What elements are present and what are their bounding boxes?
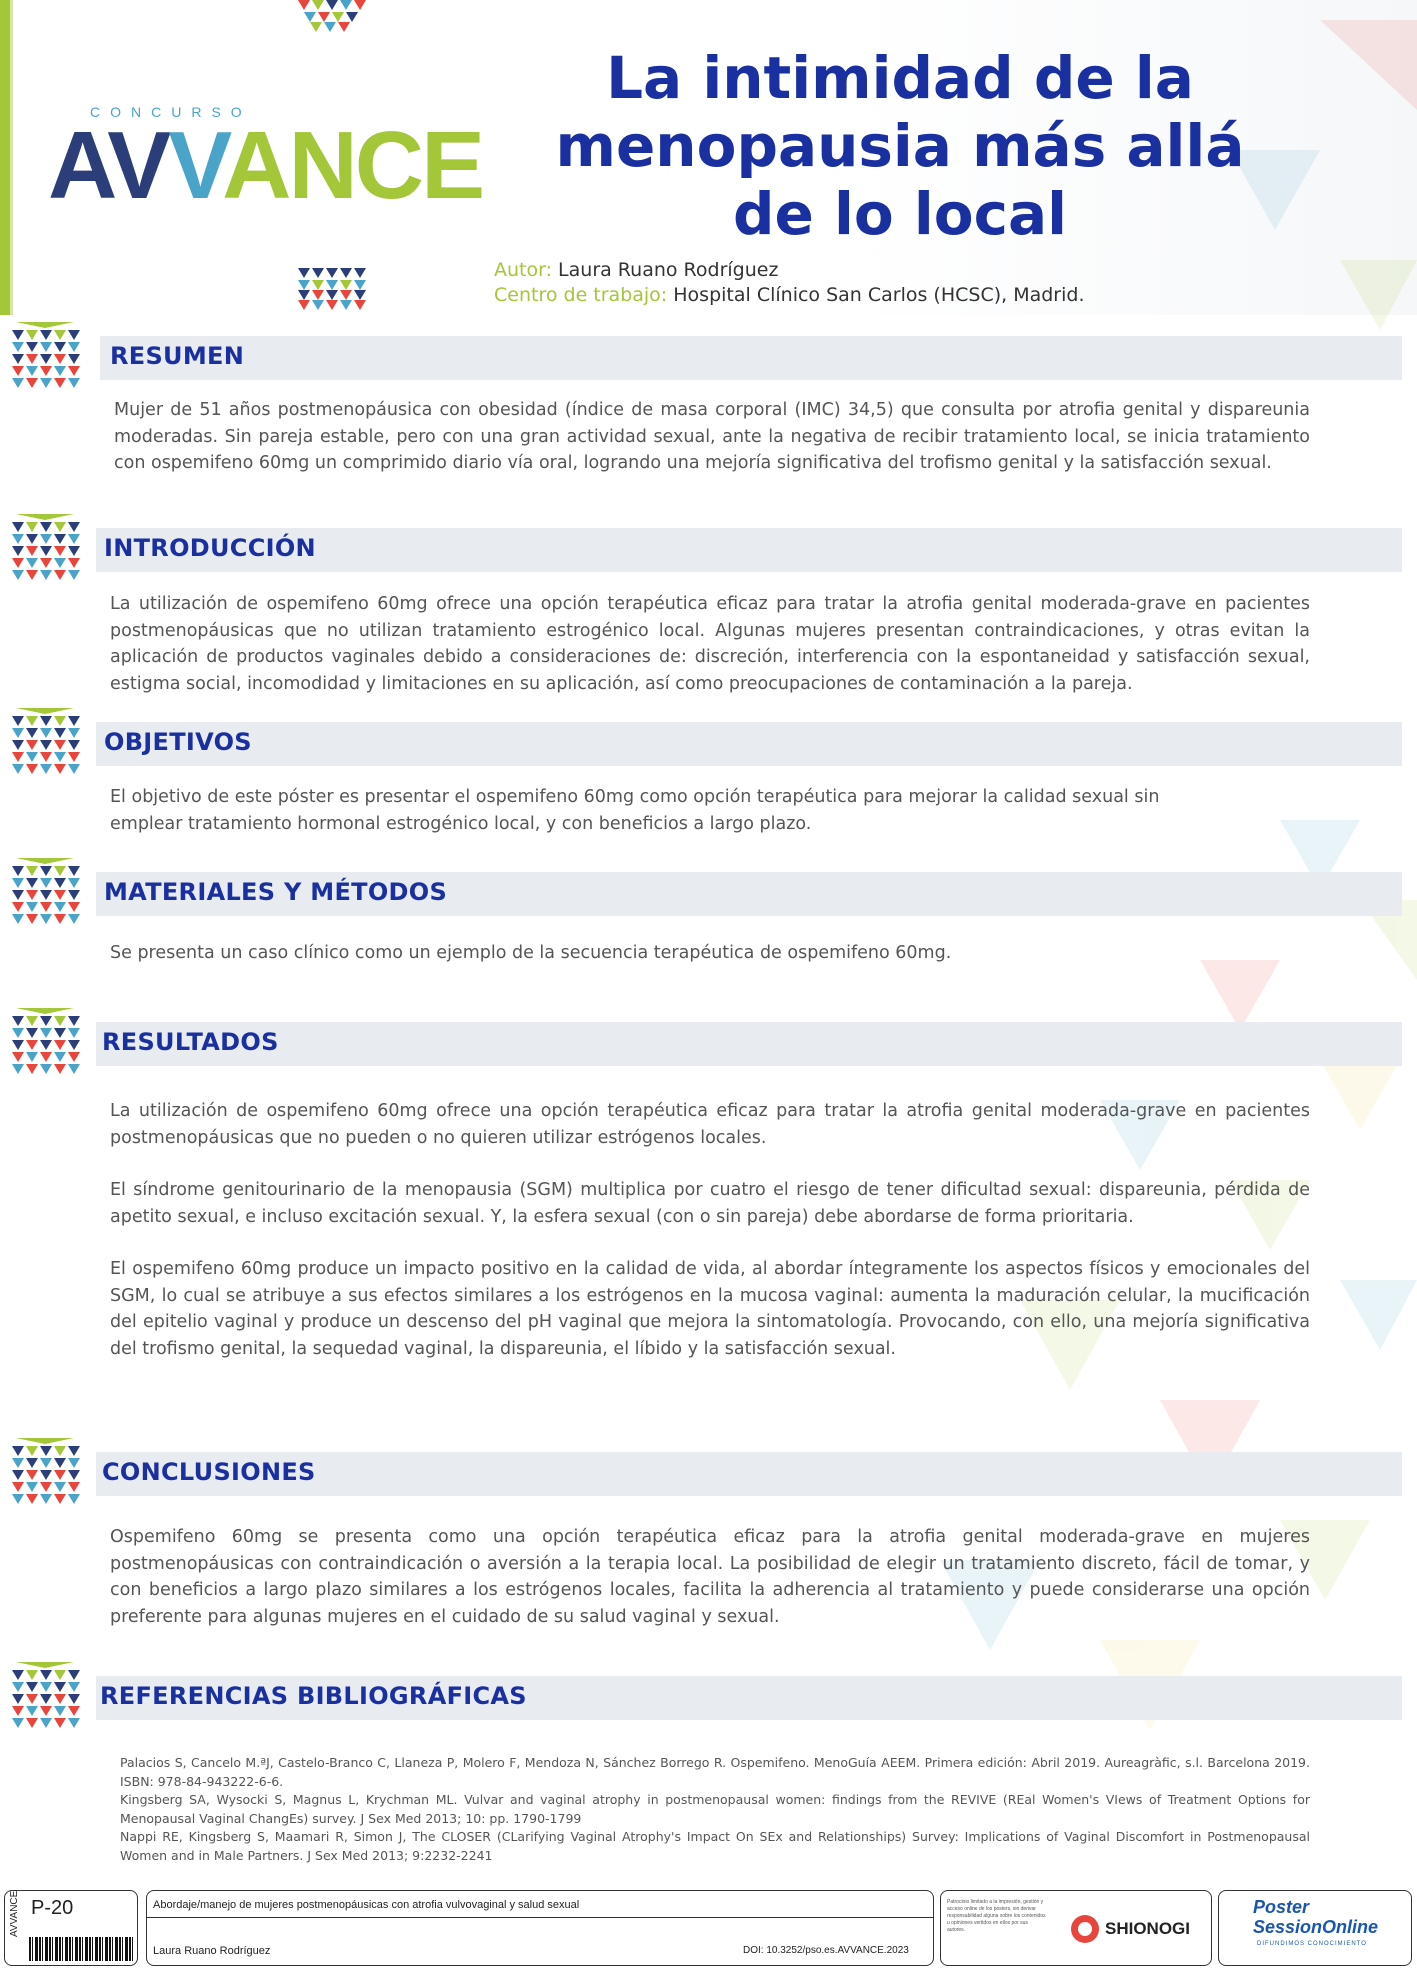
footer-sponsor-box — [940, 1890, 1212, 1966]
footer-info-box — [146, 1890, 934, 1966]
section-icon-referencias — [12, 1662, 80, 1730]
references-list — [120, 1754, 1310, 1865]
section-title-materiales: MATERIALES Y MÉTODOS — [104, 878, 448, 906]
footer — [0, 1888, 1417, 1968]
pso-logo-tag: DIFUNDIMOS CONOCIMIENTO — [1257, 1941, 1367, 1947]
section-text-resultados — [110, 1098, 1310, 1362]
section-title-referencias: REFERENCIAS BIBLIOGRÁFICAS — [100, 1682, 527, 1710]
section-icon-conclusiones — [12, 1438, 80, 1506]
logo-small-text: CONCURSO — [90, 104, 252, 120]
reference-item-3: Nappi RE, Kingsberg S, Maamari R, Simon J, The CLOSER (CLarifying Vaginal Atrophy's Impact On SEx and Relationships) Survey: Implications of Vaginal Discomfort in Postmenopausal Women and in Male Partners. J Sex Med 2013; 9:2232-2241 — [120, 1829, 1310, 1863]
section-title-objetivos: OBJETIVOS — [104, 728, 252, 756]
section-text-introduccion: La utilización de ospemifeno 60mg ofrece una opción terapéutica eficaz para tratar la atrofia genital moderada-grave en pacientes postmenopáusicas que no utilizan tratamiento estrogénico local. Algunas mujeres presentan contraindicaciones, y otras evitan la aplicación de productos vaginales debido a consideraciones de: discreción, interferencia con la espontaneidad y satisfacción sexual, estigma social, incomodidad y limitaciones en su aplicación, así como preocupaciones de contaminación a la pareja. — [110, 594, 1310, 694]
pso-logo-bottom: SessionOnline — [1253, 1917, 1379, 1937]
section-icon-objetivos — [12, 708, 80, 776]
section-bar-objetivos — [96, 722, 1402, 766]
pso-logo-top: Poster — [1253, 1897, 1310, 1917]
center-label: Centro de trabajo: — [494, 284, 668, 306]
section-title-introduccion: INTRODUCCIÓN — [104, 534, 316, 562]
resultados-paragraph-2: El síndrome genitourinario de la menopausia (SGM) multiplica por cuatro el riesgo de tener dificultad sexual: dispareunia, pérdida de apetito sexual, e incluso excitación sexual. Y, la esfera sexual (con o sin pareja) debe abordarse de forma prioritaria. — [110, 1180, 1310, 1227]
footer-poster-code: P-20 — [31, 1897, 74, 1919]
reference-item-2: Kingsberg SA, Wysocki S, Magnus L, Krychman ML. Vulvar and vaginal atrophy in postmenopausal women: findings from the REVIVE (REal Women's VIews of Treatment Options for Menopausal Vaginal ChangEs) survey. J Sex Med 2013; 10: pp. 1790-1799 — [120, 1792, 1310, 1826]
header-triangle-pattern-bottom — [298, 268, 366, 310]
shionogi-logo-icon — [1071, 1915, 1099, 1943]
footer-code-box — [4, 1890, 138, 1966]
objetivos-line-2: emplear tratamiento hormonal estrogénico local, y con beneficios a largo plazo. — [110, 813, 812, 834]
footer-author: Laura Ruano Rodríguez — [153, 1945, 271, 1957]
objetivos-line-1: El objetivo de este póster es presentar el ospemifeno 60mg como opción terapéutica para mejorar la calidad sexual sin — [110, 787, 1160, 807]
section-title-resumen: RESUMEN — [110, 342, 245, 370]
footer-side-label: AVVANCE — [9, 1890, 20, 1937]
footer-topic: Abordaje/manejo de mujeres postmenopáusicas con atrofia vulvovaginal y salud sexual — [153, 1899, 580, 1911]
section-text-conclusiones: Ospemifeno 60mg se presenta como una opción terapéutica eficaz para la atrofia genital moderada-grave en mujeres postmenopáusicas con contraindicación o aversión a la terapia local. La posibilidad de elegir un tratamiento discreto, fácil de tomar, y con beneficios a largo plazo similares a los estrógenos locales, facilita la adherencia al tratamiento y puede considerarse una opción preferente para algunas mujeres en el cuidado de su salud vaginal y sexual. — [110, 1527, 1310, 1627]
footer-pso-box — [1218, 1890, 1412, 1966]
section-icon-resultados — [12, 1008, 80, 1076]
section-icon-materiales — [12, 858, 80, 926]
poster-title: La intimidad de la menopausia más allá de lo local — [555, 44, 1245, 248]
author-label: Autor: — [494, 259, 552, 281]
header-accent-bar — [0, 0, 10, 315]
resultados-paragraph-1: La utilización de ospemifeno 60mg ofrece una opción terapéutica eficaz para tratar la atrofia genital moderada-grave en pacientes postmenopáusicas que no pueden o no quieren utilizar estrógenos locales. — [110, 1101, 1310, 1148]
logo-big-text: AVVANCE — [48, 112, 483, 219]
author-name: Laura Ruano Rodríguez — [558, 259, 779, 281]
section-text-materiales: Se presenta un caso clínico como un ejemplo de la secuencia terapéutica de ospemifeno 60mg. — [110, 943, 952, 963]
header-triangle-pattern-top — [298, 0, 366, 32]
footer-barcode — [29, 1937, 133, 1961]
center-name: Hospital Clínico San Carlos (HCSC), Madrid. — [673, 284, 1085, 306]
section-title-resultados: RESULTADOS — [102, 1028, 279, 1056]
section-bar-resultados — [96, 1022, 1402, 1066]
footer-sponsor-note: Patrocinio limitado a la impresión, gestión y acceso online de los posters, sin derivar responsabilidad alguna sobre los contenidos u opiniones vertidos en ellos por sus autores. — [947, 1899, 1046, 1933]
section-icon-introduccion — [12, 514, 80, 582]
footer-doi: DOI: 10.3252/pso.es.AVVANCE.2023 — [743, 1945, 909, 1956]
section-bar-resumen — [100, 336, 1402, 380]
reference-item-1: Palacios S, Cancelo M.ªJ, Castelo-Branco C, Llaneza P, Molero F, Mendoza N, Sánchez Borrego R. Ospemifeno. MenoGuía AEEM. Primera edición: Abril 2019. Aureagràfic, s.l. Barcelona 2019. ISBN: 978-84-943222-6-6. — [120, 1755, 1310, 1789]
header-accent-bar-thin — [10, 0, 13, 315]
resultados-paragraph-3: El ospemifeno 60mg produce un impacto positivo en la calidad de vida, al abordar íntegramente los aspectos físicos y emocionales del SGM, lo cual se atribuye a sus efectos similares a los estrógenos en la mucosa vaginal: aumenta la maduración celular, la mucificación del epitelio vaginal y produce un descenso del pH vaginal que mejora la sintomatología. Provocando, con ello, una mejoría significativa del trofismo genital, la sequedad vaginal, la dispareunia, el líbido y la satisfacción sexual. — [110, 1259, 1310, 1359]
section-text-objetivos — [110, 784, 1310, 837]
footer-sponsor-name: SHIONOGI — [1105, 1919, 1191, 1938]
author-info — [494, 258, 1085, 308]
section-title-conclusiones: CONCLUSIONES — [102, 1458, 316, 1486]
section-text-resumen: Mujer de 51 años postmenopáusica con obesidad (índice de masa corporal (IMC) 34,5) que consulta por atrofia genital y dispareunia moderadas. Sin pareja estable, pero con una gran actividad sexual, ante la negativa de recibir tratamiento local, se inicia tratamiento con ospemifeno 60mg un comprimido diario vía oral, logrando una mejoría significativa del trofismo genital y la satisfacción sexual. — [114, 400, 1310, 473]
section-icon-resumen — [12, 322, 80, 390]
